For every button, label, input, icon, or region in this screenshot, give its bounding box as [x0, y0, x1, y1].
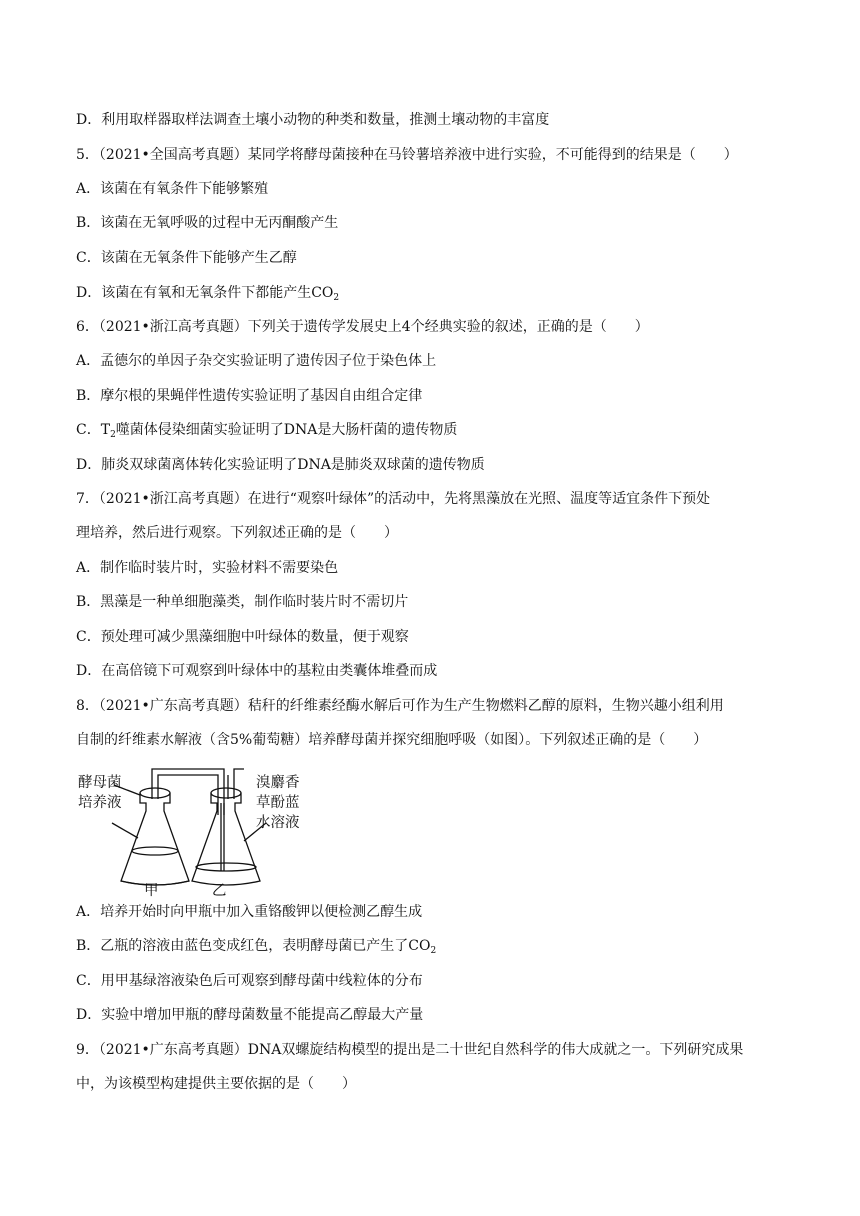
question-5-option-d: [76, 283, 339, 308]
question-9-stem-line-2: 中，为该模型构建提供主要依据的是（ ）: [76, 1076, 356, 1092]
question-7-stem-line-2: 理培养，然后进行观察。下列叙述正确的是（ ）: [76, 525, 398, 541]
question-6-option-c: [76, 420, 457, 445]
subscript: 2: [333, 293, 340, 303]
question-7-option-c: C．预处理可减少黑藻细胞中叶绿体的数量，便于观察: [76, 629, 409, 645]
question-4-option-d: D．利用取样器取样法调查土壤小动物的种类和数量，推测土壤动物的丰富度: [76, 112, 550, 128]
flask-jia: [121, 788, 189, 885]
option-text: C．T: [76, 422, 111, 438]
question-8-option-a: A．培养开始时向甲瓶中加入重铬酸钾以便检测乙醇生成: [76, 904, 423, 920]
question-6-option-a: A．孟德尔的单因子杂交实验证明了遗传因子位于染色体上: [76, 353, 437, 369]
question-8-stem-line-1: 8．（2021•广东高考真题）秸秆的纤维素经酶水解后可作为生产生物燃料乙醇的原料，生物兴趣小组利用: [76, 698, 724, 714]
option-text: B．乙瓶的溶液由蓝色变成红色，表明酵母菌已产生了CO: [76, 938, 431, 954]
option-text: D．该菌在有氧和无氧条件下都能产生CO: [76, 285, 334, 301]
right-label-2: 草酚蓝: [256, 795, 300, 811]
right-label-3: 水溶液: [256, 815, 300, 831]
question-6-option-d: D．肺炎双球菌离体转化实验证明了DNA是肺炎双球菌的遗传物质: [76, 457, 485, 473]
question-5-option-c: C．该菌在无氧条件下能够产生乙醇: [76, 250, 297, 266]
flask-label-yi: 乙: [212, 883, 227, 898]
question-7-stem-line-1: 7．（2021•浙江高考真题）在进行“观察叶绿体”的活动中，先将黑藻放在光照、温度等适宜条件下预处: [76, 491, 711, 507]
question-7-option-d: D．在高倍镜下可观察到叶绿体中的基粒由类囊体堆叠而成: [76, 663, 438, 679]
left-label-2: 培养液: [78, 795, 122, 811]
connecting-tube: [152, 769, 224, 815]
question-7-option-a: A．制作临时装片时，实验材料不需要染色: [76, 560, 339, 576]
option-text: 噬菌体侵染细菌实验证明了DNA是大肠杆菌的遗传物质: [115, 422, 458, 438]
question-8-option-c: C．用甲基绿溶液染色后可观察到酵母菌中线粒体的分布: [76, 973, 423, 989]
subscript: 2: [430, 946, 437, 956]
right-label-1: 溴麝香: [256, 775, 300, 791]
subscript: 2: [110, 430, 116, 440]
question-6-stem: 6．（2021•浙江高考真题）下列关于遗传学发展史上4个经典实验的叙述，正确的是（ ）: [76, 319, 649, 335]
question-8-stem-line-2: 自制的纤维素水解液（含5%葡萄糖）培养酵母菌并探究细胞呼吸（如图）。下列叙述正确的是（ ）: [76, 732, 708, 748]
question-5-option-b: B．该菌在无氧呼吸的过程中无丙酮酸产生: [76, 215, 339, 231]
question-9-stem-line-1: 9．（2021•广东高考真题）DNA双螺旋结构模型的提出是二十世纪自然科学的伟大成就之一。下列研究成果: [76, 1042, 744, 1058]
left-label-1: 酵母菌: [78, 775, 122, 791]
question-8-option-b: [76, 936, 436, 961]
question-8-option-d: D．实验中增加甲瓶的酵母菌数量不能提高乙醇最大产量: [76, 1007, 424, 1023]
flask-label-jia: 甲: [144, 883, 159, 898]
question-7-option-b: B．黑藻是一种单细胞藻类，制作临时装片时不需切片: [76, 594, 409, 610]
flask-apparatus-figure: [76, 763, 316, 898]
question-5-stem: 5．（2021•全国高考真题）某同学将酵母菌接种在马铃薯培养液中进行实验，不可能得到的结果是（ ）: [76, 147, 738, 163]
question-6-option-b: B．摩尔根的果蝇伴性遗传实验证明了基因自由组合定律: [76, 388, 423, 404]
question-5-option-a: A．该菌在有氧条件下能够繁殖: [76, 181, 269, 197]
